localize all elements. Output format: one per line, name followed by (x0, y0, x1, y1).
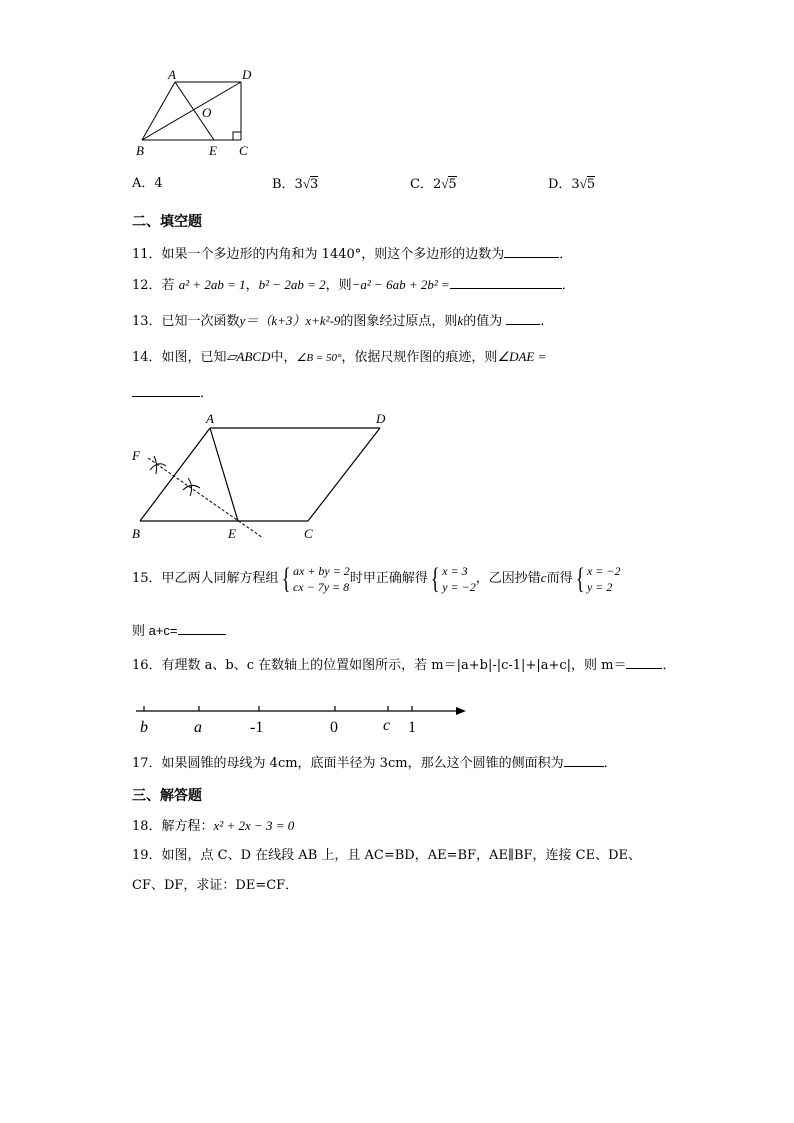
label-1: 1 (408, 719, 416, 736)
option-d: D．3√5 (548, 176, 596, 192)
question-16: 16．有理数 a、b、c 在数轴上的位置如图所示，若 m＝|a+b|-|c-1|+|a+c|，则 m＝ ． (132, 655, 676, 675)
label-b: b (140, 719, 148, 736)
question-19-line2: CF、DF，求证：DE=CF． (132, 878, 299, 893)
figure-abcd-diagonals (130, 62, 260, 162)
right-angle-mark (233, 132, 241, 140)
question-15-line2: 则 a+c= (132, 621, 226, 640)
label-b: B (136, 143, 144, 158)
segment-ae (210, 428, 238, 521)
segment-dc (308, 428, 380, 521)
question-15: 15．甲乙两人同解方程组{ ax + by = 2 cx − 7y = 8时甲正确解得{ x = 3 y = −2，乙因抄错c而得{ x = −2 y = 2 (132, 561, 621, 595)
label-d: D (376, 411, 386, 426)
section-solve-title: 三、解答题 (132, 788, 202, 804)
label-e: E (209, 143, 217, 158)
answer-blank-15 (178, 621, 226, 635)
question-18: 18．解方程：x² + 2x − 3 = 0 (132, 818, 295, 834)
label-a: a (194, 719, 202, 736)
section-fill-in-title: 二、填空题 (132, 214, 202, 230)
answer-blank-17 (564, 753, 604, 767)
question-14: 14．如图，已知▱ABCD中，∠B = 50°，依据尺规作图的痕迹，则∠DAE = (132, 349, 547, 365)
label-minus-1: -1 (250, 719, 264, 736)
label-c: C (304, 526, 313, 541)
question-14-answer: ． (132, 383, 213, 403)
system-2: x = 3 y = −2 (442, 563, 476, 594)
axis-arrow (456, 707, 466, 715)
option-b: B．3√3 (272, 176, 319, 192)
label-0: 0 (330, 719, 338, 736)
question-12: 12．若 a² + 2ab = 1，b² − 2ab = 2，则−a² − 6ab + 2b² = ． (132, 277, 575, 293)
label-b: B (132, 526, 140, 541)
label-c: C (239, 143, 248, 158)
label-f: F (132, 448, 140, 463)
answer-blank-13 (506, 311, 540, 325)
answer-blank-11 (504, 244, 559, 258)
question-19-line1: 19．如图，点 C、D 在线段 AB 上，且 AC=BD，AE=BF，AE∥BF，连接 CE、DE、 (132, 848, 641, 863)
answer-blank-14 (132, 383, 200, 397)
label-a: A (168, 67, 176, 82)
question-11: 11．如果一个多边形的内角和为 1440°，则这个多边形的边数为 ． (132, 244, 572, 264)
label-c: c (383, 717, 391, 734)
question-17: 17．如果圆锥的母线为 4cm，底面半径为 3cm，那么这个圆锥的侧面积为 ． (132, 753, 617, 773)
figure-parallelogram-construction (128, 408, 398, 548)
answer-blank-12 (450, 275, 562, 289)
system-3: x = −2 y = 2 (586, 563, 621, 594)
segment-ab (142, 82, 175, 140)
label-o: O (202, 105, 212, 120)
segment-ab (140, 428, 210, 521)
option-c: C．2√5 (410, 176, 457, 192)
question-13: 13．已知一次函数y＝（k+3）x+k²-9的图象经过原点，则k的值为 ． (132, 313, 554, 329)
label-e: E (228, 526, 236, 541)
segment-bd (142, 82, 241, 140)
system-1: ax + by = 2 cx − 7y = 8 (292, 563, 350, 594)
construction-line (148, 458, 263, 538)
answer-blank-16 (626, 655, 662, 669)
label-d: D (242, 67, 252, 82)
label-a: A (206, 411, 214, 426)
number-line (132, 692, 472, 737)
option-a: A．4 (132, 176, 163, 191)
